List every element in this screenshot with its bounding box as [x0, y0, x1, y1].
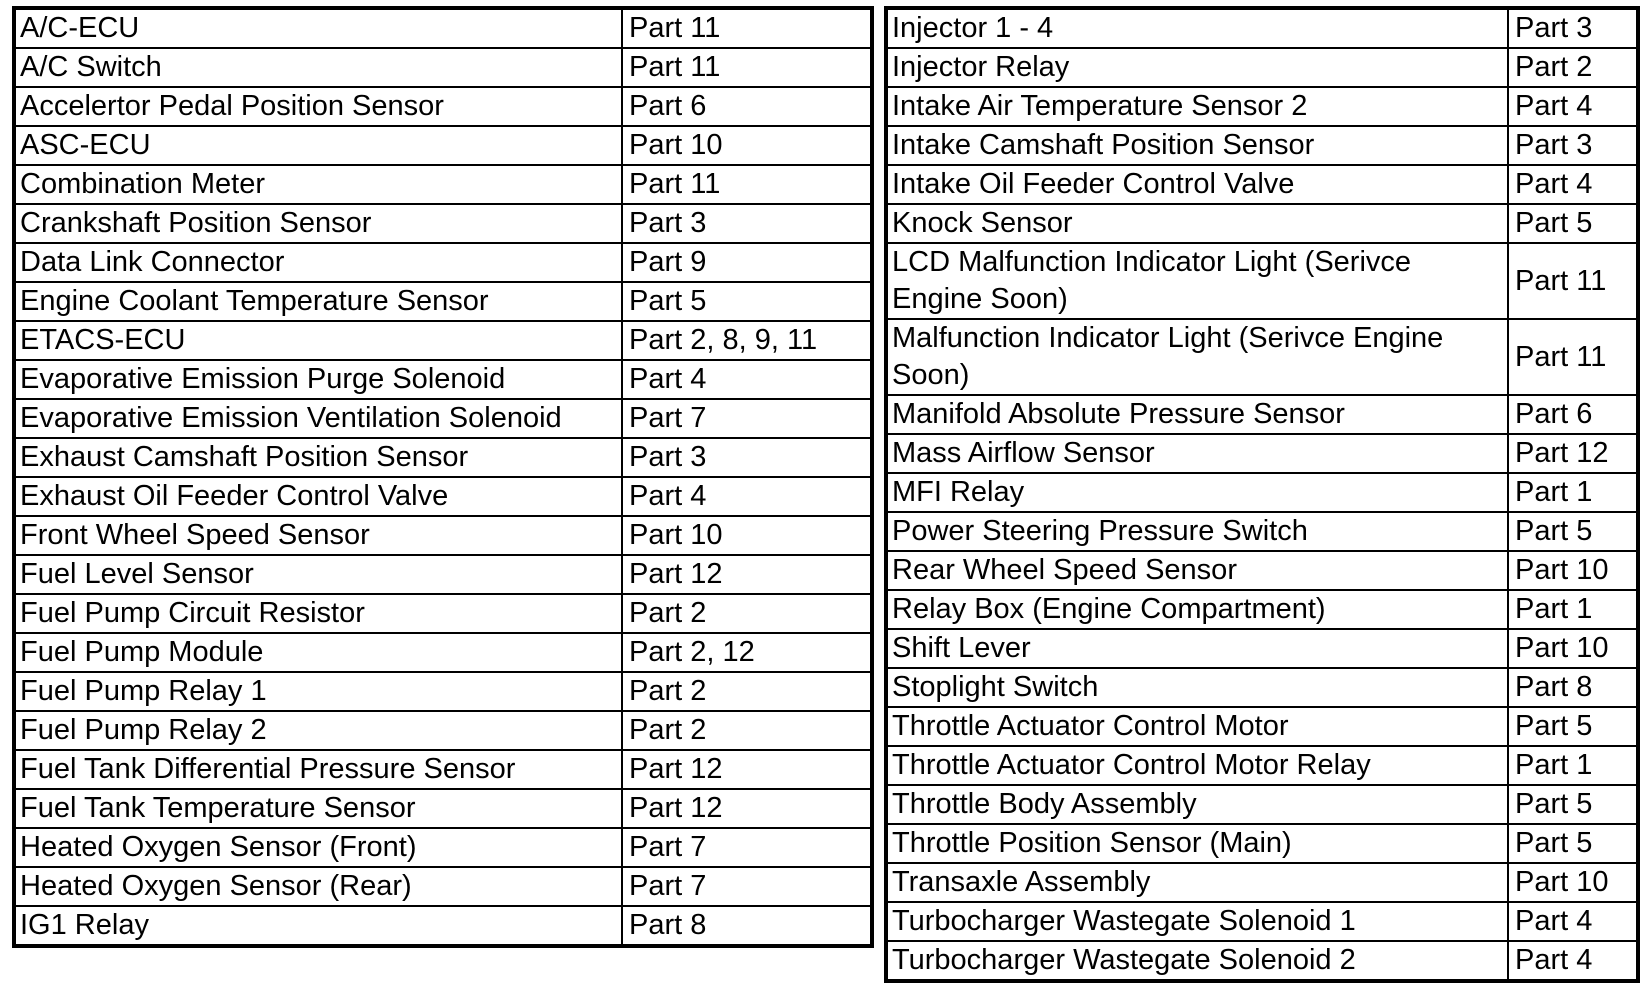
component-name: Intake Oil Feeder Control Valve	[886, 165, 1508, 204]
table-row	[886, 243, 1638, 319]
component-name: Power Steering Pressure Switch	[886, 512, 1508, 551]
table-row	[886, 824, 1638, 863]
table-row	[14, 360, 872, 399]
component-name: Manifold Absolute Pressure Sensor	[886, 395, 1508, 434]
part-reference: Part 10	[1508, 629, 1638, 668]
table-row	[886, 473, 1638, 512]
table-row	[14, 321, 872, 360]
table-row	[14, 8, 872, 48]
part-reference: Part 12	[622, 750, 872, 789]
component-name: Fuel Tank Temperature Sensor	[14, 789, 622, 828]
component-name: Fuel Tank Differential Pressure Sensor	[14, 750, 622, 789]
component-name: Front Wheel Speed Sensor	[14, 516, 622, 555]
component-name: Turbocharger Wastegate Solenoid 2	[886, 941, 1508, 981]
part-reference: Part 4	[622, 477, 872, 516]
table-row	[886, 8, 1638, 48]
table-row	[14, 906, 872, 946]
part-reference: Part 4	[1508, 87, 1638, 126]
component-name: LCD Malfunction Indicator Light (Serivce Engine Soon)	[886, 243, 1508, 319]
component-name: Relay Box (Engine Compartment)	[886, 590, 1508, 629]
table-row	[14, 48, 872, 87]
part-reference: Part 7	[622, 399, 872, 438]
part-reference: Part 11	[1508, 319, 1638, 395]
part-reference: Part 7	[622, 867, 872, 906]
part-reference: Part 1	[1508, 590, 1638, 629]
table-row	[886, 87, 1638, 126]
component-name: Rear Wheel Speed Sensor	[886, 551, 1508, 590]
part-reference: Part 8	[622, 906, 872, 946]
component-name: Fuel Pump Relay 2	[14, 711, 622, 750]
component-name: A/C-ECU	[14, 8, 622, 48]
table-row	[14, 789, 872, 828]
part-reference: Part 5	[1508, 824, 1638, 863]
component-name: Shift Lever	[886, 629, 1508, 668]
part-reference: Part 4	[1508, 165, 1638, 204]
component-name: A/C Switch	[14, 48, 622, 87]
component-name: Fuel Pump Circuit Resistor	[14, 594, 622, 633]
part-reference: Part 5	[1508, 512, 1638, 551]
component-name: ASC-ECU	[14, 126, 622, 165]
component-name: MFI Relay	[886, 473, 1508, 512]
table-row	[886, 434, 1638, 473]
table-row	[886, 395, 1638, 434]
part-reference: Part 5	[1508, 707, 1638, 746]
part-reference: Part 4	[622, 360, 872, 399]
table-row	[886, 590, 1638, 629]
part-reference: Part 4	[1508, 902, 1638, 941]
part-reference: Part 8	[1508, 668, 1638, 707]
table-row	[886, 668, 1638, 707]
table-row	[886, 902, 1638, 941]
part-reference: Part 3	[1508, 8, 1638, 48]
part-reference: Part 5	[622, 282, 872, 321]
part-reference: Part 2, 12	[622, 633, 872, 672]
component-name: Mass Airflow Sensor	[886, 434, 1508, 473]
table-row	[886, 48, 1638, 87]
component-name: Heated Oxygen Sensor (Front)	[14, 828, 622, 867]
component-name: Fuel Pump Module	[14, 633, 622, 672]
table-row	[14, 165, 872, 204]
component-name: Stoplight Switch	[886, 668, 1508, 707]
table-row	[14, 594, 872, 633]
component-name: Fuel Level Sensor	[14, 555, 622, 594]
table-row	[886, 785, 1638, 824]
table-row	[14, 243, 872, 282]
part-reference: Part 12	[1508, 434, 1638, 473]
table-row	[14, 555, 872, 594]
component-name: Throttle Actuator Control Motor	[886, 707, 1508, 746]
component-index-table-left	[12, 6, 874, 948]
table-row	[14, 750, 872, 789]
table-row	[886, 707, 1638, 746]
table-row	[886, 204, 1638, 243]
part-reference: Part 5	[1508, 204, 1638, 243]
component-name: Knock Sensor	[886, 204, 1508, 243]
part-reference: Part 4	[1508, 941, 1638, 981]
table-row	[886, 319, 1638, 395]
component-name: Throttle Actuator Control Motor Relay	[886, 746, 1508, 785]
table-row	[886, 863, 1638, 902]
part-reference: Part 1	[1508, 473, 1638, 512]
part-reference: Part 2	[1508, 48, 1638, 87]
component-name: Accelertor Pedal Position Sensor	[14, 87, 622, 126]
part-reference: Part 10	[1508, 551, 1638, 590]
table-row	[14, 672, 872, 711]
table-row	[14, 867, 872, 906]
table-row	[14, 828, 872, 867]
part-reference: Part 11	[622, 8, 872, 48]
part-reference: Part 10	[622, 126, 872, 165]
component-name: Crankshaft Position Sensor	[14, 204, 622, 243]
component-name: Intake Air Temperature Sensor 2	[886, 87, 1508, 126]
part-reference: Part 2	[622, 594, 872, 633]
component-name: Malfunction Indicator Light (Serivce Engine Soon)	[886, 319, 1508, 395]
part-reference: Part 12	[622, 789, 872, 828]
part-reference: Part 12	[622, 555, 872, 594]
table-row	[14, 477, 872, 516]
component-name: Heated Oxygen Sensor (Rear)	[14, 867, 622, 906]
table-row	[886, 126, 1638, 165]
part-reference: Part 9	[622, 243, 872, 282]
component-name: Injector Relay	[886, 48, 1508, 87]
part-reference: Part 10	[1508, 863, 1638, 902]
part-reference: Part 7	[622, 828, 872, 867]
part-reference: Part 3	[622, 438, 872, 477]
part-reference: Part 11	[1508, 243, 1638, 319]
component-name: Evaporative Emission Ventilation Solenoid	[14, 399, 622, 438]
table-row	[14, 126, 872, 165]
part-reference: Part 11	[622, 48, 872, 87]
table-row	[886, 941, 1638, 981]
component-name: Intake Camshaft Position Sensor	[886, 126, 1508, 165]
part-reference: Part 1	[1508, 746, 1638, 785]
table-row	[14, 633, 872, 672]
part-reference: Part 2	[622, 672, 872, 711]
component-name: ETACS-ECU	[14, 321, 622, 360]
component-name: Fuel Pump Relay 1	[14, 672, 622, 711]
table-row	[886, 629, 1638, 668]
table-row	[14, 87, 872, 126]
table-row	[886, 551, 1638, 590]
table-row	[14, 282, 872, 321]
component-name: Exhaust Camshaft Position Sensor	[14, 438, 622, 477]
component-name: IG1 Relay	[14, 906, 622, 946]
table-row	[14, 711, 872, 750]
part-reference: Part 10	[622, 516, 872, 555]
table-row	[886, 746, 1638, 785]
component-name: Exhaust Oil Feeder Control Valve	[14, 477, 622, 516]
table-row	[14, 399, 872, 438]
part-reference: Part 6	[1508, 395, 1638, 434]
part-reference: Part 5	[1508, 785, 1638, 824]
table-row	[886, 165, 1638, 204]
part-reference: Part 11	[622, 165, 872, 204]
table-row	[14, 516, 872, 555]
component-index-table-right	[884, 6, 1640, 983]
part-reference: Part 6	[622, 87, 872, 126]
table-row	[886, 512, 1638, 551]
component-name: Throttle Position Sensor (Main)	[886, 824, 1508, 863]
part-reference: Part 2, 8, 9, 11	[622, 321, 872, 360]
part-reference: Part 3	[622, 204, 872, 243]
component-name: Data Link Connector	[14, 243, 622, 282]
component-name: Combination Meter	[14, 165, 622, 204]
component-name: Engine Coolant Temperature Sensor	[14, 282, 622, 321]
table-row	[14, 438, 872, 477]
component-name: Turbocharger Wastegate Solenoid 1	[886, 902, 1508, 941]
component-name: Evaporative Emission Purge Solenoid	[14, 360, 622, 399]
component-name: Transaxle Assembly	[886, 863, 1508, 902]
part-reference: Part 2	[622, 711, 872, 750]
component-name: Injector 1 - 4	[886, 8, 1508, 48]
part-reference: Part 3	[1508, 126, 1638, 165]
component-name: Throttle Body Assembly	[886, 785, 1508, 824]
table-row	[14, 204, 872, 243]
